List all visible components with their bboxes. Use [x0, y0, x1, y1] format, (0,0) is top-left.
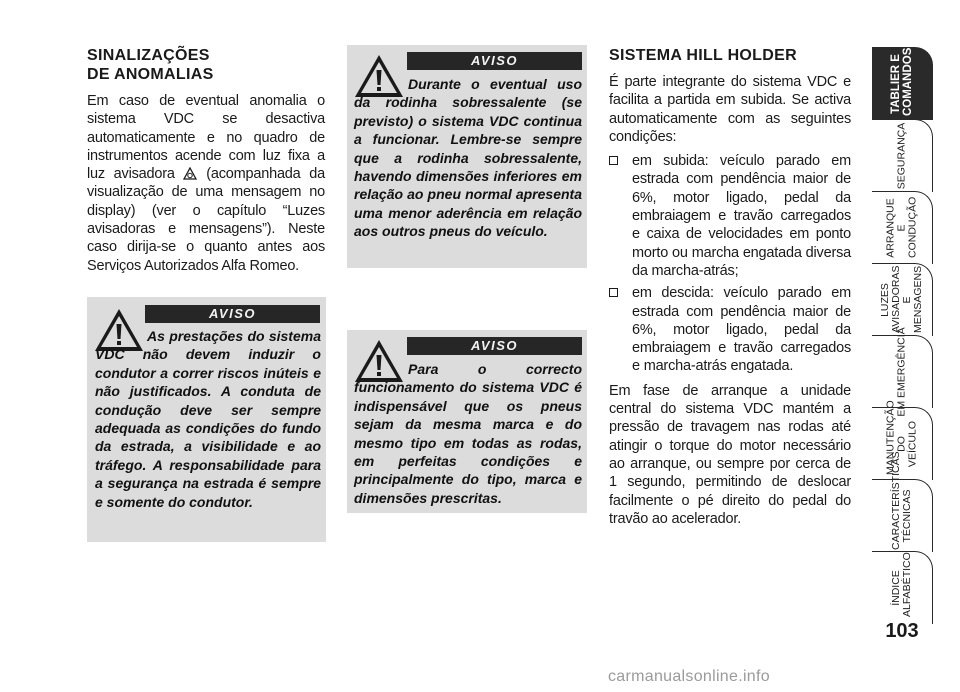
tab-luzes-avisadoras[interactable]: LUZES AVISADORAS E MENSAGENS [872, 263, 933, 336]
watermark: carmanualsonline.info [608, 668, 770, 685]
tab-seguranca[interactable]: SEGURANÇA [872, 119, 933, 192]
checkbox-bullet-icon [609, 156, 618, 165]
list-item: em subida: veículo parado em estrada com pendência maior de 6%, motor ligado, pedal da embraiagem e travão carregados e caixa de velocidades em ponto morto ou marcha engatada diversa da marcha-atrás; [609, 152, 851, 280]
anomalias-paragraph: Em caso de eventual anomalia o sistema VDC se desactiva automaticamente e no quadro de instrumentos acende com luz fixa a luz avisadora (acompanhada da visualização de uma mensagem no display) (ver o capítulo “Luzes avisadoras e mensagens”). Neste caso dirija-se o quanto antes aos Serviços Autorizados Alfa Romeo. [87, 93, 325, 274]
hill-holder-outro: Em fase de arranque a unidade central do sistema VDC mantém a pressão de travagem nas rodas até atingir o torque do motor necessário ao arranque, ou sempre por cerca de 1 segundo, permitindo de deslocar facilmente o pé direito do pedal do travão ao acelerador. [609, 382, 851, 527]
tab-em-emergencia[interactable]: EM EMERGÊNCIA [872, 335, 933, 408]
left-column [87, 46, 325, 275]
warning-text-prestacoes: As prestações do sistema VDC não devem induzir o condutor a correr riscos inúteis e não justificados. A conduta de condução deve ser sempre adequada as condições do fundo da estrada, a visibilidade e ao tráfego. A responsabilidade para a segurança na estrada é sempre e somente do condutor. [95, 328, 321, 510]
section-heading-hill-holder: SISTEMA HILL HOLDER [609, 47, 797, 64]
chapter-tabs [872, 0, 960, 692]
warning-tag: AVISO [407, 337, 582, 355]
checkbox-bullet-icon [609, 288, 618, 297]
right-column [609, 46, 851, 528]
warning-tag: AVISO [145, 305, 320, 323]
tab-arranque-conducao[interactable]: ARRANQUE E CONDUÇÃO [872, 191, 933, 264]
tab-manutencao-veiculo[interactable]: MANUTENÇÃO DO VEÍCULO [872, 407, 933, 480]
page-number: 103 [885, 620, 919, 642]
warning-text-rodinha: Durante o eventual uso da rodinha sobressalente (se previsto) o sistema VDC continua a funcionar. Lembre-se sempre que a rodinha sobressalente, havendo dimensões inferiores em relação ao pneu normal apresenta uma menor aderência em relação aos outros pneus do veículo. [354, 76, 582, 240]
warning-box-pneus [347, 330, 587, 513]
warning-tag: AVISO [407, 52, 582, 70]
hill-holder-intro: É parte integrante do sistema VDC e facilita a partida em subida. Se activa automaticamente com as seguintes condições: [609, 74, 851, 145]
tab-tablier-comandos[interactable]: TABLIER E COMANDOS [872, 47, 933, 120]
tab-caracteristicas-tecnicas[interactable]: CARACTERÍSTICAS TÉCNICAS [872, 479, 933, 552]
tab-indice-alfabetico[interactable]: ÍNDICE ALFABÉTICO [872, 551, 933, 624]
hill-holder-conditions [609, 152, 851, 376]
warning-box-prestacoes [87, 297, 326, 542]
warning-box-rodinha [347, 45, 587, 268]
vdc-warning-icon [183, 167, 197, 180]
warning-text-pneus: Para o correcto funcionamento do sistema VDC é indispensável que os pneus sejam da mesma marca e do mesmo tipo em todas as rodas, em perfeitas condições e principalmente do tipo, marca e dimensões prescritas. [354, 361, 582, 506]
list-item: em descida: veículo parado em estrada com pendência maior de 6%, motor ligado, pedal da embraiagem e travão carregados e marcha-atrás engatada. [609, 284, 851, 375]
section-heading-anomalias: SINALIZAÇÕES DE ANOMALIAS [87, 47, 214, 83]
